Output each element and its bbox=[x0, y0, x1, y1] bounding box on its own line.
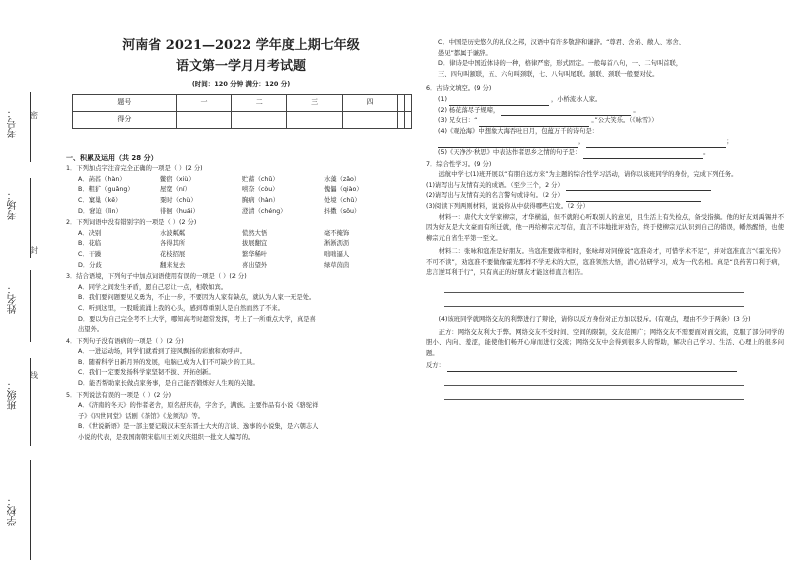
question-stem: 1．下列加点字注音完全正确的一项是（ ）(2 分) bbox=[66, 165, 203, 173]
option-cell: 拔展翻宜 bbox=[242, 240, 268, 248]
option-line: 小说的代表，是我国南朝宋临川王刘义庆组织一批文人编写的。 bbox=[78, 434, 255, 442]
material-1: 材料一：唐代大文学家柳宗，才华横溢，但不就附心听取别人的意见，且生活上有失检点，备受指摘。他的好友刘禹锡并不因为好友是大文豪而有所迁就，他一再给柳宗元写信，直言不讳地批评劝告，终于使柳宗元认识到自己的错误，幡然醒悟，也使柳宗元自省生平第一至文。 bbox=[426, 213, 784, 242]
option-cell: A．决别 bbox=[78, 229, 102, 237]
task-text: (3)阅读下列两则材料，说说你从中获得哪些启发。（2 分） bbox=[426, 202, 589, 210]
option-cell: 花枝招展 bbox=[160, 250, 186, 258]
score-cell bbox=[398, 94, 405, 111]
option-cell: 鳖宿（xiù） bbox=[160, 175, 195, 183]
fill-suffix: ， bbox=[578, 138, 585, 146]
option-cell: C．窠巢（kē） bbox=[78, 196, 122, 204]
option-line[interactable]: D．能否帮助家长做点家务事，是自己能否锻炼好人生观的关键。 bbox=[78, 380, 260, 388]
score-cell: 四 bbox=[342, 94, 397, 111]
score-input-cell[interactable] bbox=[232, 111, 287, 128]
answer-blank[interactable] bbox=[479, 118, 589, 127]
question-stem: 2．下列词语中没有错别字的一项是（ ）(2 分) bbox=[66, 219, 197, 227]
answer-line[interactable] bbox=[444, 279, 744, 293]
name-line bbox=[30, 270, 31, 342]
answer-blank[interactable] bbox=[449, 97, 549, 106]
option-cell: 咄咄逼人 bbox=[324, 250, 350, 258]
exam-room-label: 考场： bbox=[8, 190, 19, 220]
option-cell: 抖擞（sǒu） bbox=[324, 207, 361, 215]
score-table-header-row bbox=[73, 94, 412, 111]
option-cell: B．粗犷（guǎng） bbox=[78, 186, 134, 194]
option-cell: 胸病（hàn） bbox=[242, 196, 280, 204]
option-row[interactable] bbox=[66, 229, 416, 240]
task-intro: 远航中学七(1)班开展以“有朋自远方来”为主题的综合性学习活动，请你以该班同学的身份，完成下列任务。 bbox=[438, 171, 738, 179]
question-stem: 6．古诗文填空。(9 分) bbox=[426, 85, 492, 93]
exam-number-line bbox=[30, 92, 31, 162]
fill-prefix: (3) 兄女曰：“ bbox=[438, 117, 478, 125]
option-line: 愚见”都属于谦辞。 bbox=[438, 49, 492, 57]
option-cell: 澄清（chéng） bbox=[242, 207, 287, 215]
fill-prefix: (4)《观沧海》中想象大海吞吐日月，包蕴万千的诗句是： bbox=[438, 127, 599, 135]
fill-line bbox=[426, 127, 784, 138]
fill-prefix: (5)《天净沙·秋思》中表达作者思乡之情的句子是： bbox=[438, 148, 582, 156]
task-text: (2)请写出与友情有关的名言警句或诗句。（2 分） bbox=[426, 192, 564, 200]
option-line: 出望外。 bbox=[78, 326, 104, 334]
score-table bbox=[72, 94, 412, 129]
seal-char: 封 bbox=[30, 246, 38, 255]
answer-blank[interactable] bbox=[586, 139, 726, 148]
option-line[interactable]: B．随着科学日新月异的发展，电脑已成为人们不可缺少的工具。 bbox=[78, 358, 259, 366]
option-cell: C．干躁 bbox=[78, 250, 102, 258]
task-line bbox=[426, 181, 784, 192]
option-row[interactable] bbox=[66, 196, 416, 207]
option-line[interactable]: B．《世说新语》是一部主要记载汉末至东晋士大夫的言谈、逸事的小说集，是六朝志人 bbox=[78, 423, 319, 431]
fill-line bbox=[426, 116, 784, 127]
question-4 bbox=[66, 337, 416, 390]
exam-number-field[interactable] bbox=[8, 92, 56, 162]
right-column bbox=[426, 0, 784, 581]
question-5 bbox=[66, 391, 416, 444]
option-cell: 淅淅沥沥 bbox=[324, 240, 350, 248]
name-label: 姓名： bbox=[8, 284, 19, 314]
option-row[interactable] bbox=[66, 207, 416, 218]
option-cell: 翻来复去 bbox=[160, 261, 186, 269]
option-line[interactable]: A．《济南的冬天》的作者老舍，原名舒庆春，字舍予，满族。主要作品有小说《骆驼祥 bbox=[78, 402, 319, 410]
option-line: 子》《四世同堂》话剧《茶馆》《龙须沟》等。 bbox=[78, 412, 204, 420]
debate-prompt: (4)该班同学就网络交友的利弊进行了辩论，请你以反方身份对正方加以驳斥。(有观点，理由不少于两条）(3 分) bbox=[438, 316, 751, 324]
name-field[interactable] bbox=[8, 270, 56, 342]
answer-blank[interactable] bbox=[566, 182, 711, 191]
option-cell: 嘻奈（còu） bbox=[242, 186, 279, 194]
con-side-line bbox=[426, 361, 784, 372]
fill-line bbox=[426, 95, 784, 106]
con-side-label: 反方： bbox=[426, 362, 445, 370]
answer-blank[interactable] bbox=[447, 363, 737, 372]
score-input-cell[interactable] bbox=[287, 111, 342, 128]
fill-prefix: (2) 杨花落尽子规啼， bbox=[438, 106, 500, 114]
question-stem: 4．下列句子没有语病的一项是（ ）(2 分) bbox=[66, 337, 184, 345]
option-cell: 徘徊（huái） bbox=[160, 207, 199, 215]
option-row[interactable] bbox=[66, 185, 416, 196]
option-cell: 水藻（zǎo） bbox=[324, 175, 361, 183]
option-cell: 屋宽（ní） bbox=[160, 186, 191, 194]
question-stem: 3．结合语境，下列句子中加点词语使用有误的一项是（ ）(2 分) bbox=[66, 273, 247, 281]
option-cell: 水波粼粼 bbox=[160, 229, 186, 237]
question-1 bbox=[66, 164, 416, 217]
answer-line[interactable] bbox=[444, 293, 744, 307]
fill-suffix: ，小桥流水人家。 bbox=[550, 95, 602, 103]
option-cell: B．花临 bbox=[78, 240, 102, 248]
option-cell: A．菡萏（hàn） bbox=[78, 175, 126, 183]
option-row[interactable] bbox=[66, 261, 416, 272]
task-text: (1)请写出与友情有关的成语。（至少三个，2 分） bbox=[426, 181, 564, 189]
question-stem: 5．下列说法有误的一项是（ ）(2 分) bbox=[66, 391, 172, 399]
score-cell: 得分 bbox=[73, 111, 177, 128]
fill-suffix: 。 bbox=[703, 148, 710, 156]
option-line[interactable]: B．我们要问题要见义勇为，不止一步，不要因为人家有缺点，就认为人家一无是处。 bbox=[78, 294, 316, 302]
exam-number-label: 考号： bbox=[8, 108, 19, 138]
option-cell: 繁华稀叶 bbox=[242, 250, 268, 258]
score-cell: 一 bbox=[176, 94, 231, 111]
task-line bbox=[426, 191, 784, 202]
pro-side-text: 正方：网络交友利大于弊。网络交友不受时间、空间的限制，交友范围广；网络交友不需要面对面交流，克服了部分同学的胆小、内向、羞涩，能使他们畅开心扉而进行交流；网络交友中会得到很多人的帮助，解决自己学习、生活、心理上的很多问题。 bbox=[426, 328, 784, 357]
seal-char: 线 bbox=[30, 371, 38, 380]
option-cell: 粟时（chù） bbox=[160, 196, 197, 204]
fill-line bbox=[426, 148, 784, 159]
score-cell bbox=[405, 94, 412, 111]
fill-suffix: ； bbox=[726, 138, 733, 146]
option-row[interactable] bbox=[66, 239, 416, 250]
binding-margin bbox=[0, 0, 62, 581]
question-2 bbox=[66, 218, 416, 271]
question-3 bbox=[66, 272, 416, 336]
seal-char: 密 bbox=[30, 111, 38, 120]
option-cell: 喜出望外 bbox=[242, 261, 268, 269]
option-cell: 慌然大悟 bbox=[242, 229, 268, 237]
answer-line[interactable] bbox=[444, 386, 744, 400]
option-cell: D．窘迫（lìn） bbox=[78, 207, 122, 215]
left-column bbox=[66, 0, 416, 581]
option-line[interactable]: D．律诗是中国近体诗的一种，格律严密，形式固定。一般每首八句，一、二句叫首联， bbox=[438, 60, 683, 68]
answer-blank[interactable] bbox=[566, 193, 701, 202]
answer-blank[interactable] bbox=[583, 150, 703, 159]
school-label: 学校： bbox=[8, 496, 19, 526]
fill-line bbox=[426, 137, 784, 148]
option-row[interactable] bbox=[66, 250, 416, 261]
section-heading: 一、积累及运用（共 28 分） bbox=[66, 153, 158, 162]
score-cell: 二 bbox=[232, 94, 287, 111]
answer-blank[interactable] bbox=[438, 139, 578, 148]
option-line[interactable]: C．我们一定要发扬科学家坚韧不拔、开拓创新。 bbox=[78, 369, 215, 377]
exam-title: 河南省 2021—2022 学年度上期七年级 bbox=[122, 38, 360, 53]
score-input-cell[interactable] bbox=[342, 111, 397, 128]
score-input-cell[interactable] bbox=[405, 111, 412, 128]
option-line[interactable]: A．同学之间发生矛盾，愿自己忍让一点，相敬如宾。 bbox=[78, 283, 228, 291]
option-line[interactable]: C．中国是历史悠久的礼仪之邦，汉语中有许多敬辞和谦辞。“尊君、舍弟、敝人、寒舍、 bbox=[438, 39, 685, 46]
score-cell: 题号 bbox=[73, 94, 177, 111]
option-cell: 处境（chǔ） bbox=[324, 196, 361, 204]
answer-line[interactable] bbox=[444, 372, 744, 386]
question-stem: 7．综合性学习。(9 分) bbox=[426, 160, 492, 168]
fill-suffix: 。 bbox=[633, 106, 640, 114]
question-7 bbox=[426, 160, 784, 401]
option-cell: 贮蓄（chǔ） bbox=[242, 175, 279, 183]
class-label: 班级： bbox=[8, 380, 19, 410]
task-line bbox=[426, 202, 784, 213]
school-field[interactable] bbox=[8, 460, 56, 560]
answer-blank[interactable] bbox=[501, 107, 631, 116]
exam-meta: (时间：120 分钟 满分：120 分) bbox=[191, 80, 291, 88]
school-line bbox=[30, 460, 31, 560]
option-cell: D．分歧 bbox=[78, 261, 102, 269]
score-cell: 三 bbox=[287, 94, 342, 111]
fill-prefix: (1) bbox=[438, 95, 447, 103]
option-cell: 毫不掩饰 bbox=[324, 229, 350, 237]
option-line[interactable]: C．听到这里，一股暖流涌上我的心头，感到尊重别人是自然而然了不来。 bbox=[78, 304, 284, 312]
exam-subtitle: 语文第一学月月考试题 bbox=[175, 59, 306, 74]
score-table-score-row bbox=[73, 111, 412, 128]
score-input-cell[interactable] bbox=[398, 111, 405, 128]
option-cell: 傀儡（qiào） bbox=[324, 186, 363, 194]
option-cell: 各得其所 bbox=[160, 240, 186, 248]
option-line[interactable]: D．要以为自己完全考不上大学，哪知高考时超常发挥，考上了一所重点大学，真是喜 bbox=[78, 315, 316, 323]
option-cell: 绿草茵茵 bbox=[324, 261, 350, 269]
option-line: 三、四句叫颔联，五、六句叫颈联，七、八句叫尾联。颔联、颈联一般要对仗。 bbox=[438, 70, 659, 78]
fill-line bbox=[426, 106, 784, 117]
material-2: 材料二：张咏和寇准是好朋友。当寇准要做宰相时，张咏却对同僚说“寇准奇才，可惜学术不足”，并对寇准直言“《霍光传》不可不读”，劝寇准不要做像霍光那样不学无术的大臣，寇准领然大悟，潜心钻研学习，成为一代名相。真是“良药苦口利于病，忠言逆耳利于行”，只有真正的好朋友才能这样直言相告。 bbox=[426, 248, 784, 277]
option-line[interactable]: A．一进运动场，同学们就看到了迎风飘扬的彩旗和欢呼声。 bbox=[78, 348, 247, 356]
question-6 bbox=[426, 84, 784, 158]
fill-suffix: 。”公大笑乐。（《咏雪》） bbox=[591, 117, 658, 125]
option-row[interactable] bbox=[66, 175, 416, 186]
score-input-cell[interactable] bbox=[176, 111, 231, 128]
